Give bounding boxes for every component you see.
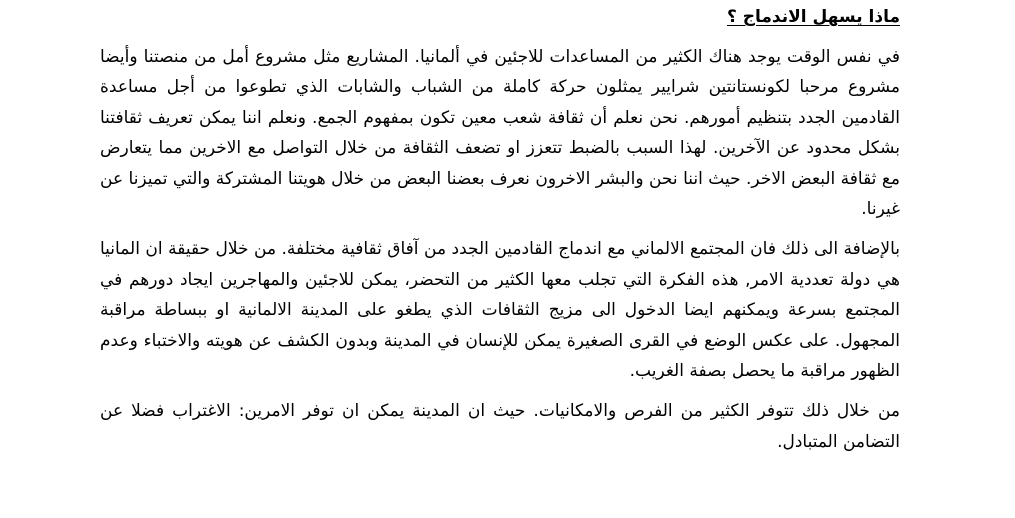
paragraph-2: بالإضافة الى ذلك فان المجتمع الالماني مع اندماج القادمين الجدد من آفاق ثقافية مختلفة. من خلال حقيقة ان المانيا هي دولة تعددية الامر, هذه الفكرة التي تجلب معها الكثير من التحضر، يمكن للاجئين والمهاجرين ايجاد دورهم في المجتمع بسرعة ويمكنهم ايضا الدخول الى مزيج الثقافات الذي يطغو على المدينة الالمانية او ببساطة مراقبة المجهول. على عكس الوضع في القرى الصغيرة يمكن للإنسان في المدينة وبدون الكشف عن هويته والاختباء وعدم الظهور مراقبة ما يحصل بصفة الغريب. — [100, 239, 900, 382]
document-body — [100, 0, 900, 457]
paragraph-1: في نفس الوقت يوجد هناك الكثير من المساعدات للاجئين في ألمانيا. المشاريع مثل مشروع أمل من منصتنا وأيضا مشروع مرحبا لكونستانتين شرايير يمثلون حركة كاملة من الشباب والشابات الذي تطوعوا من أجل مساعدة القادمين الجدد بتنظيم أمورهم. نحن نعلم أن ثقافة شعب معين تكون بمفهوم الجمع. ونعلم اننا يمكن تعريف ثقافتنا بشكل محدود عن الآخرين. لهذا السبب بالضبط تتعزز او تضعف الثقافة من خلال التواصل مع الاخرين مما يتعارض مع ثقافة البعض الاخر. حيث اننا نحن والبشر الاخرون نعرف بعضنا البعض من خلال هويتنا المشتركة والتي تميزنا عن غيرنا. — [100, 47, 900, 220]
section-heading: ماذا يسهل الاندماج ؟ — [726, 7, 900, 27]
paragraph-3: من خلال ذلك تتوفر الكثير من الفرص والامكانيات. حيث ان المدينة يمكن ان توفر الامرين: الاغتراب فضلا عن التضامن المتبادل. — [100, 401, 900, 452]
